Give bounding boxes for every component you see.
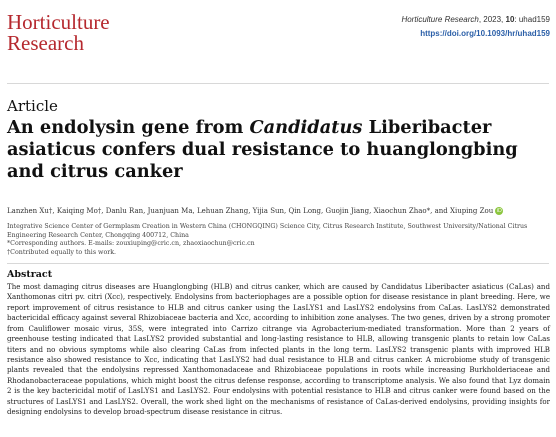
journal-logo-line1: Horticulture	[7, 10, 110, 34]
correspondence-note: *Corresponding authors. E-mails: zouxiuping@cric.cn, zhaoxiaochun@cric.cn	[7, 240, 255, 248]
abstract-divider	[7, 263, 549, 264]
abstract-heading: Abstract	[7, 269, 53, 280]
article-type: Article	[7, 97, 58, 115]
journal-volume: 10	[505, 15, 515, 24]
affiliations	[7, 223, 552, 257]
title-part-2: Liberibacter asiaticus confers dual resistance to huanglongbing and citrus canker	[7, 117, 518, 182]
orcid-icon[interactable]: iD	[496, 208, 502, 214]
equal-contribution-note: †Contributed equally to this work.	[7, 248, 117, 256]
doi-link[interactable]: https://doi.org/10.1093/hr/uhad159	[420, 29, 550, 38]
journal-logo	[7, 12, 110, 54]
article-title	[7, 117, 552, 183]
journal-logo-line2: Research	[7, 31, 84, 55]
article-number: : uhad159	[514, 15, 550, 24]
journal-reference	[401, 13, 550, 41]
affiliation-text: Integrative Science Center of Germplasm Creation in Western China (CHONGQING) Science City, Citrus Research Institute, Southwest University/National Citrus Engineering Research Center, Chongqing 400712, China	[7, 223, 528, 239]
title-italic-term: Candidatus	[249, 117, 363, 138]
header-divider	[7, 83, 549, 84]
abstract-text: The most damaging citrus diseases are Huanglongbing (HLB) and citrus canker, which are caused by Candidatus Liberibacter asiaticus (CaLas) and Xanthomonas citri pv. citri (Xcc), respectively. Endolysins from bacteriophages are a possible option for disease resistance in plant breeding. Here, we report improvement of citrus resistance to HLB and citrus canker using the LasLYS1 and LasLYS2 endolysins from CaLas. LasLYS2 demonstrated bactericidal efficacy against several Rhizobiaceae bacteria and Xcc, according to inhibition zone analyses. The two genes, driven by a strong promoter from Cauliflower mosaic virus, 35S, were integrated into Carrizo citrange via Agrobacterium-mediated transformation. More than 2 years of greenhouse testing indicated that LasLYS2 provided substantial and long-lasting resistance to HLB, allowing transgenic plants to retain low CaLas titers and no obvious symptoms while also clearing CaLas from infected plants in the long term. LasLYS2 transgenic plants with improved HLB resistance also showed resistance to Xcc, indicating that LasLYS2 had dual resistance to HLB and citrus canker. A microbiome study of transgenic plants revealed that the endolysins repressed Xanthomonadaceae and Rhizobiaceae populations in roots while increasing Burkholderiaceae and Rhodanobacteraceae populations, which might boost the citrus defense response, according to transcriptome analysis. We also found that Lyz domain 2 is the key bactericidal motif of LasLYS1 and LasLYS2. Four endolysins with potential resistance to HLB and citrus canker were found based on the structures of LasLYS1 and LasLYS2. Overall, the work shed light on the mechanisms of resistance of CaLas-derived endolysins, providing insights for designing endolysins to develop broad-spectrum disease resistance in citrus.	[7, 282, 550, 417]
journal-name: Horticulture Research	[401, 15, 479, 24]
title-part-1: An endolysin gene from	[7, 117, 250, 138]
authors-text: Lanzhen Xu†, Kaiqing Mo†, Danlu Ran, Juanjuan Ma, Lehuan Zhang, Yijia Sun, Qin Long, Guojin Jiang, Xiaochun Zhao*, and Xiuping Zou	[7, 207, 494, 215]
journal-year: , 2023,	[478, 15, 506, 24]
author-list	[7, 207, 503, 215]
